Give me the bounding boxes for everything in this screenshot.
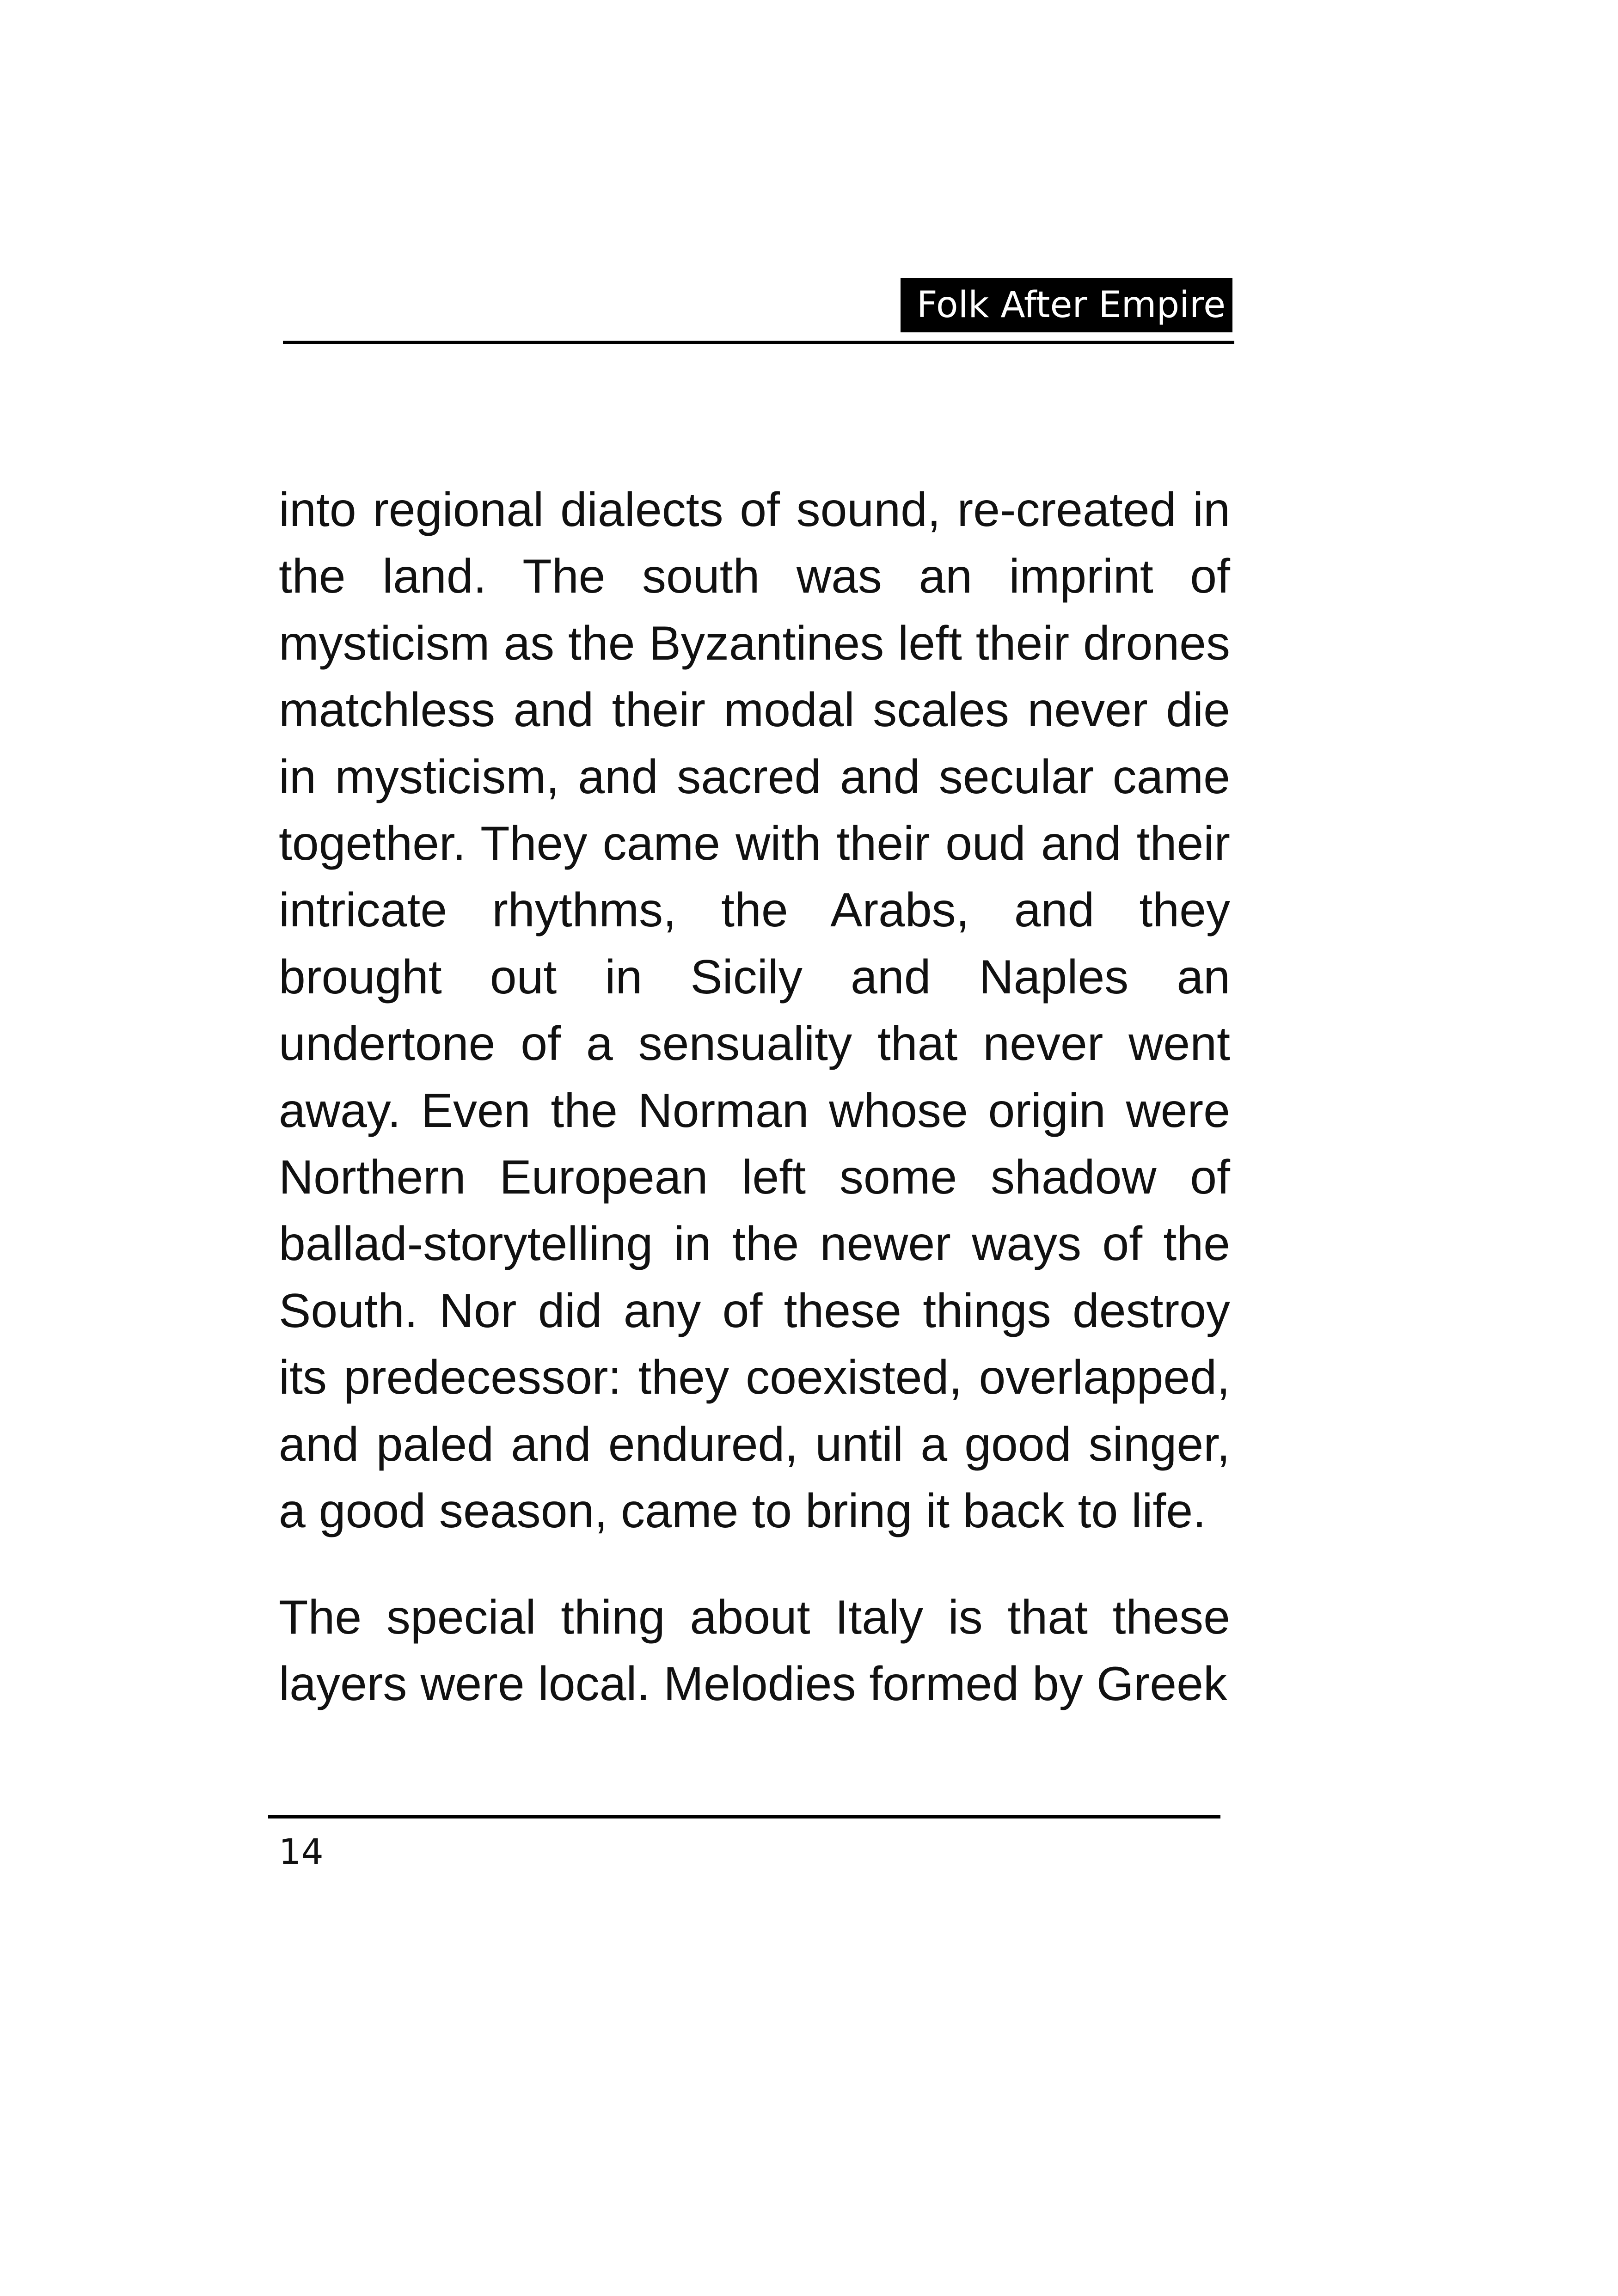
header-divider [283,341,1234,344]
footer-divider [268,1815,1220,1818]
body-paragraph: into regional dialects of sound, re-created in the land. The south was an imprint of mysticism as the Byzantines left their drones matchless and their modal scales never die in mysticism, and sacred and secular came together. They came with their oud and their intricate rhythms, the Arabs, and they brought out in Sicily and Naples an undertone of a sensuality that never went away. Even the Norman whose origin were Northern European left some shadow of ballad-storytelling in the newer ways of the South. Nor did any of these things destroy its predecessor: they coexisted, overlapped, and paled and endured, until a good singer, a good season, came to bring it back to life. [279,483,1230,1538]
page-number: 14 [279,1831,324,1872]
running-header-title: Folk After Empire [901,278,1232,332]
body-paragraph: The special thing about Italy is that these layers were local. Melodies formed by Greek [279,1591,1230,1711]
